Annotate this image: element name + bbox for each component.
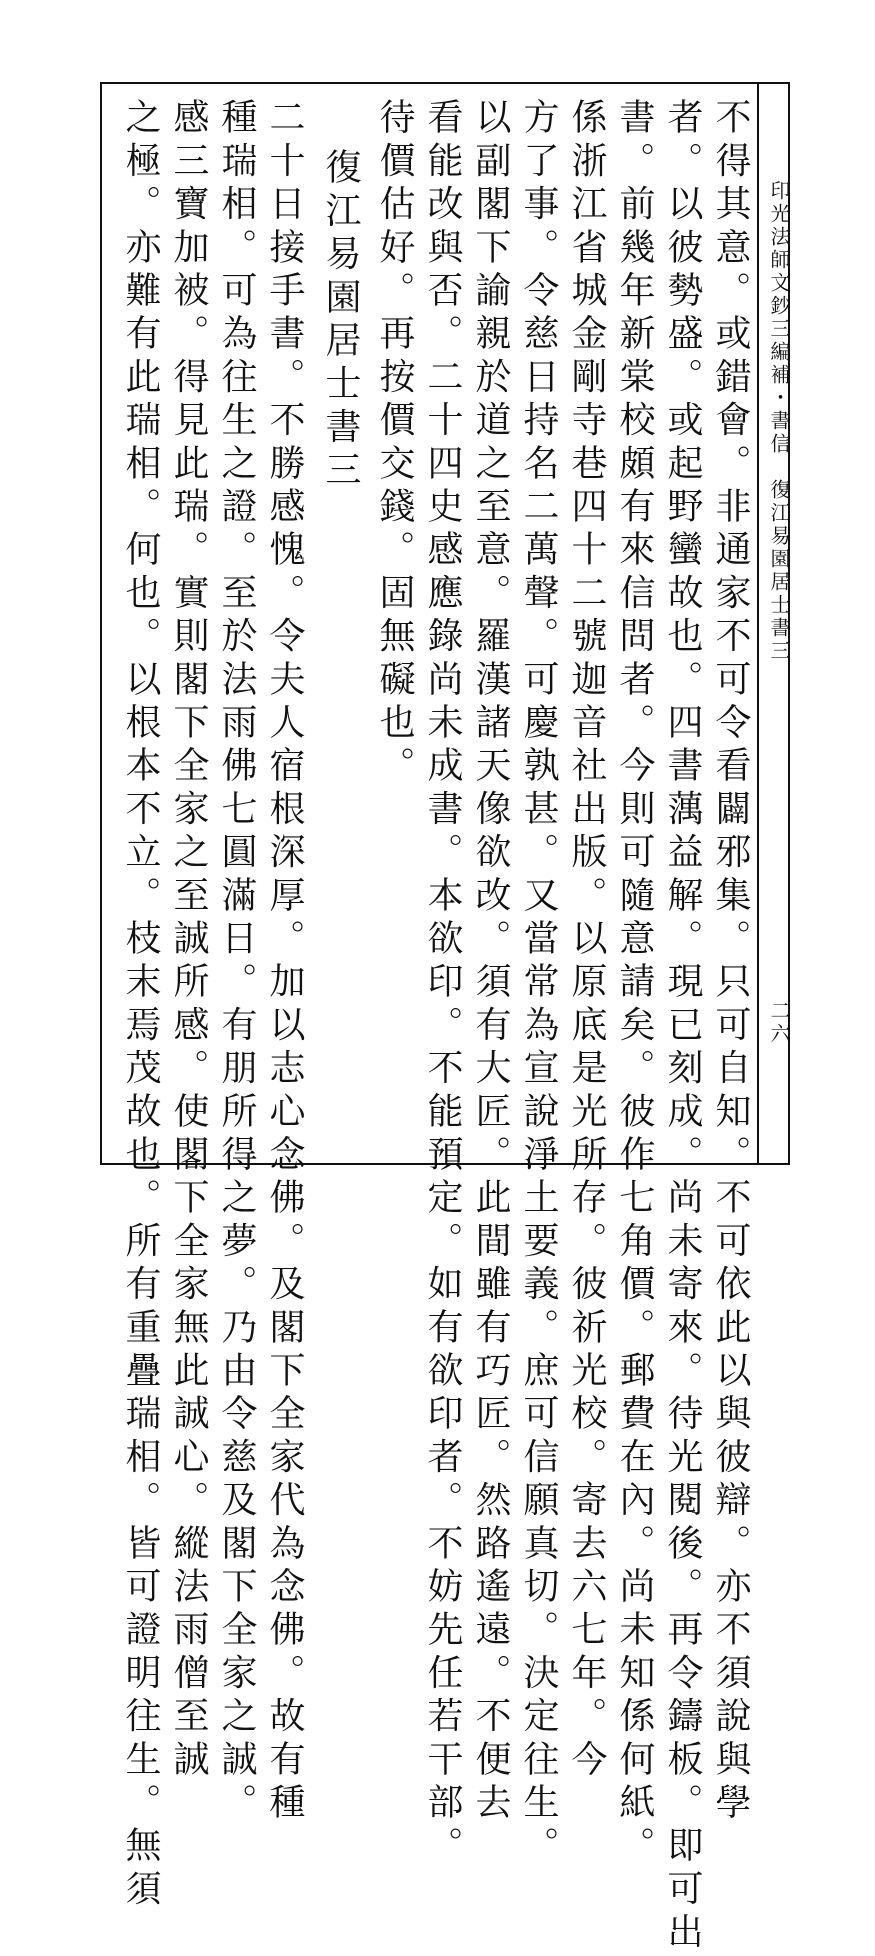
page-number: 二六 [767, 1000, 791, 1046]
text-column: 種瑞相。可為往生之證。至於法雨佛七圓滿日。有朋所得之夢。乃由令慈及閣下全家之誠。 [216, 98, 257, 1826]
text-column: 感三寶加被。得見此瑞。實則閣下全家之至誠所感。使閣下全家無此誠心。縱法雨僧至誠 [168, 98, 209, 1783]
text-area-right-rule [757, 82, 759, 1165]
text-column: 之極。亦難有此瑞相。何也。以根本不立。枝末焉茂故也。所有重疊瑞相。皆可證明往生。無須 [120, 98, 161, 1913]
text-column: 看能改與否。二十四史感應錄尚未成書。本欲印。不能預定。如有欲印者。不妨先任若干部。 [422, 98, 463, 1870]
text-column: 係浙江省城金剛寺巷四十二號迦音社出版。以原底是光所存。彼祈光校。寄去六七年。今 [566, 98, 607, 1783]
left-border-rule [100, 82, 102, 1165]
text-column: 待價估好。再按價交錢。固無礙也。 [374, 98, 415, 790]
section-heading: 復江易園居士書三 [320, 148, 361, 494]
text-column: 書。前幾年新棠校頗有來信問者。今則可隨意請矣。彼作七角價。郵費在內。尚未知係何紙。 [614, 98, 655, 1870]
running-header-title: 印光法師文鈔三編補・書信 復江易園居士書三 [767, 180, 791, 663]
text-column: 不得其意。或錯會。非通家不可令看闢邪集。只可自知。不可依此以與彼辯。亦不須說與學 [710, 98, 751, 1826]
text-column: 者。以彼勢盛。或起野蠻故也。四書蕅益解。現已刻成。尚未寄來。待光閱後。再令鑄板。即可出 [662, 98, 703, 1956]
text-column: 二十日接手書。不勝感愧。令夫人宿根深厚。加以志心念佛。及閣下全家代為念佛。故有種 [264, 98, 305, 1826]
text-column: 以副閣下諭親於道之至意。羅漢諸天像欲改。須有大匠。此間雖有巧匠。然路遙遠。不便去 [470, 98, 511, 1826]
text-column: 方了事。令慈日持名二萬聲。可慶孰甚。又當常為宣說淨土要義。庶可信願真切。決定往生。 [518, 98, 559, 1870]
